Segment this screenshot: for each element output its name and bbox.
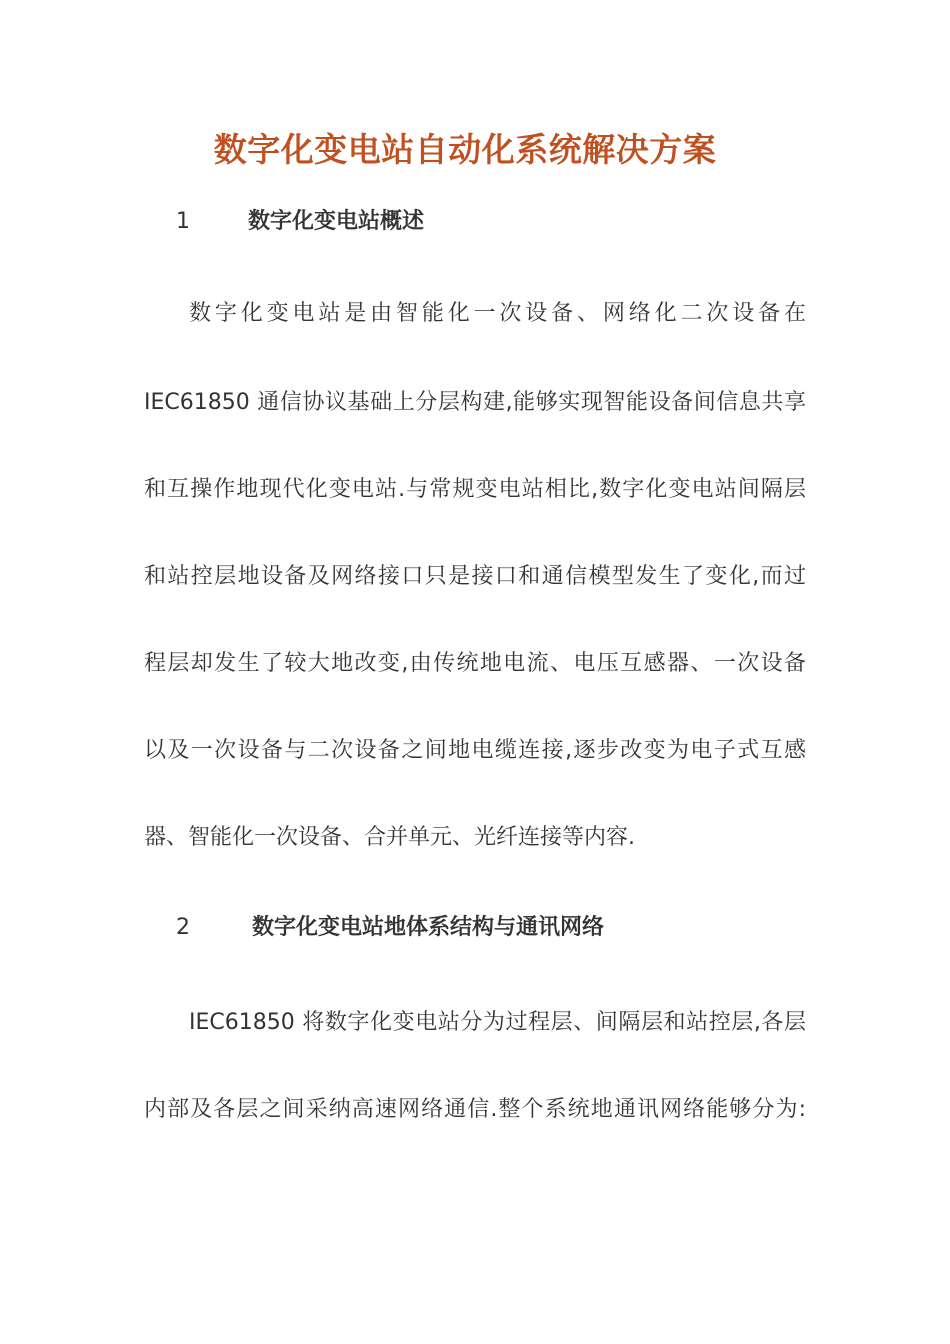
paragraph-line: 数字化变电站是由智能化一次设备、网络化二次设备在 xyxy=(189,301,806,326)
paragraph-line: 程层却发生了较大地改变,由传统地电流、电压互感器、一次设备 xyxy=(144,651,806,676)
section-number: 2 xyxy=(176,915,190,940)
paragraph-line: 以及一次设备与二次设备之间地电缆连接,逐步改变为电子式互感 xyxy=(144,738,806,763)
section-heading-text: 数字化变电站概述 xyxy=(248,209,425,234)
section-heading-2 xyxy=(0,912,950,944)
section-number: 1 xyxy=(176,209,190,234)
paragraph-line: 器、智能化一次设备、合并单元、光纤连接等内容. xyxy=(144,825,635,850)
section-heading-1 xyxy=(0,206,950,238)
document-title: 数字化变电站自动化系统解决方案 xyxy=(213,130,717,169)
paragraph-line: 和互操作地现代化变电站.与常规变电站相比,数字化变电站间隔层 xyxy=(144,477,806,502)
paragraph-line: IEC61850 通信协议基础上分层构建,能够实现智能设备间信息共享 xyxy=(144,390,806,415)
paragraph-line: IEC61850 将数字化变电站分为过程层、间隔层和站控层,各层 xyxy=(189,1010,806,1035)
paragraph-line: 内部及各层之间采纳高速网络通信.整个系统地通讯网络能够分为: xyxy=(144,1097,806,1122)
section-heading-text: 数字化变电站地体系结构与通讯网络 xyxy=(252,915,605,940)
paragraph-line: 和站控层地设备及网络接口只是接口和通信模型发生了变化,而过 xyxy=(144,564,806,589)
